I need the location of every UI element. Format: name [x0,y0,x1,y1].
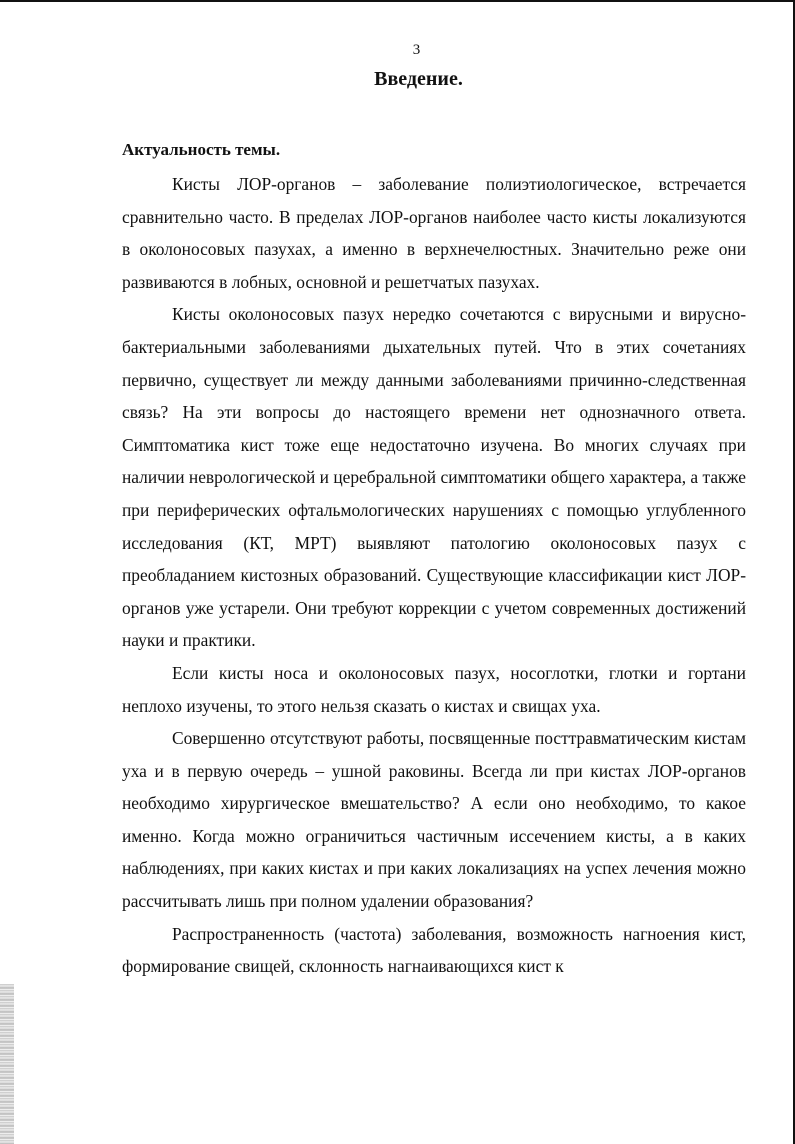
paragraph: Кисты ЛОР-органов – заболевание полиэтиологическое, встречается сравнительно часто. В пределах ЛОР-органов наиболее часто кисты локализуются в околоносовых пазухах, а именно в верхнечелюстных. Значительно реже они развиваются в лобных, основной и решетчатых пазухах. [122,174,746,292]
paragraph: Распространенность (частота) заболевания, возможность нагноения кист, формирование свищей, склонность нагнаивающихся кист к [122,923,746,977]
paragraph: Если кисты носа и околоносовых пазух, носоглотки, глотки и гортани неплохо изучены, то этого нельзя сказать о кистах и свищах уха. [122,662,746,716]
page-title: Введение. [374,68,463,90]
body-text [122,168,746,983]
scan-edge-artifact [0,984,14,1144]
page-number: 3 [412,42,421,58]
section-heading: Актуальность темы. [122,140,281,159]
paragraph: Кисты околоносовых пазух нередко сочетаются с вирусными и вирусно-бактериальными заболеваниями дыхательных путей. Что в этих сочетаниях первично, существует ли между данными заболеваниями причинно-следственная связь? На эти вопросы до настоящего времени нет однозначного ответа. Симптоматика кист тоже еще недостаточно изучена. Во многих случаях при наличии неврологической и церебральной симптоматики общего характера, а также при периферических офтальмологических нарушениях с помощью углубленного исследования (КТ, МРТ) выявляют патологию околоносовых пазух с преобладанием кистозных образований. Существующие классификации кист ЛОР-органов уже устарели. Они требуют коррекции с учетом современных достижений науки и практики. [122,304,746,651]
paragraph: Совершенно отсутствуют работы, посвященные посттравматическим кистам уха и в первую очередь – ушной раковины. Всегда ли при кистах ЛОР-органов необходимо хирургическое вмешательство? А если оно необходимо, то какое именно. Когда можно ограничиться частичным иссечением кисты, а в каких наблюдениях, при каких кистах и при каких локализациях на успех лечения можно рассчитывать лишь при полном удалении образования? [122,728,746,912]
